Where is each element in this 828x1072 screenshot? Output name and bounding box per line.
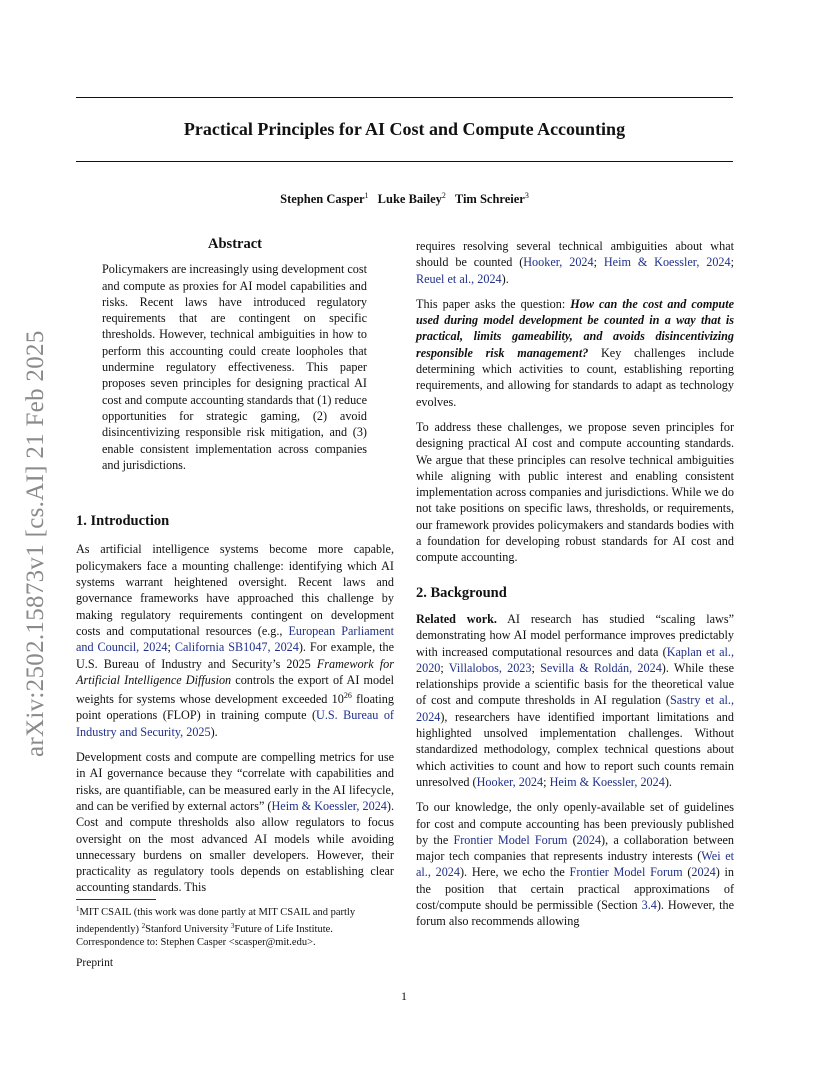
paragraph: This paper asks the question: How can the cost and compute used during model development be counted in a way that is practical, limits gameability, and avoids disincentivizing responsible risk management? Key challenges include determining which activities to count, establishing reporting requirements, and allowing for standards to adapt as technology evolves. [416,296,735,409]
citation-link[interactable]: California SB1047, 2024 [174,640,299,655]
citation-link[interactable]: Hooker, 2024 [476,774,544,789]
preprint-label: Preprint [76,957,114,969]
author-name: Stephen Casper [280,192,365,206]
citation-link[interactable]: Villalobos, 2023 [448,660,532,675]
section-heading-background: 2. Background [416,584,507,601]
citation-link[interactable]: Sevilla & Roldán, 2024 [540,660,662,675]
paragraph: To our knowledge, the only openly-available set of guidelines for cost and compute accounting has been previously published by the Frontier Model Forum (2024), a collaboration between major tech companies that represents industry interests (Wei et al., 2024). Here, we echo the Frontier Model Forum (2024) in the position that certain practical approximations of cost/compute should be permissible (Section 3.4). However, the forum also recommends allowing [416,800,735,929]
research-question: How can the cost and compute used during model development be counted in a way that is practical, limits gameability, and avoids disincentivizing responsible risk management? [416,296,735,360]
citation-link[interactable]: Heim & Koessler, 2024 [549,774,665,789]
left-column [76,236,394,896]
arxiv-stamp: arXiv:2502.15873v1 [cs.AI] 21 Feb 2025 [22,330,49,757]
top-rule [76,97,733,98]
section-ref-link[interactable]: 3.4 [641,897,657,912]
section-heading-introduction: 1. Introduction [76,513,170,530]
author-name: Luke Bailey [377,192,442,206]
citation-link[interactable]: Frontier Model Forum [569,865,683,880]
citation-link[interactable]: Hooker, 2024 [523,255,594,270]
citation-link[interactable]: Heim & Koessler, 2024 [603,255,731,270]
page-number: 1 [401,989,407,1003]
paragraph: As artificial intelligence systems become more capable, policymakers face a mounting challenge: identifying which AI systems warrant heightened oversight. Recent laws and governance frameworks have approached this challenge by making regulatory requirements contingent on development costs and computational resources (e.g., European Parliament and Council, 2024; California SB1047, 2024). For example, the U.S. Bureau of Industry and Security’s 2025 Framework for Artificial Intelligence Diffusion controls the export of AI model weights for systems whose development exceeded $10^{26}$ floating point operations (FLOP) in training compute (U.S. Bureau of Industry and Security, 2025). [76,542,395,739]
citation-link[interactable]: Kaplan et al., 2020 [416,644,734,675]
abstract-heading: Abstract [208,236,262,252]
footnote: $^1$MIT CSAIL (this work was done partly at MIT CSAIL and partly independently) $^2$Stanford University $^3$Future of Life Institute. Correspondence to: Stephen Casper <scasper@mit.edu>. [76,905,356,948]
citation-link[interactable]: 2024 [691,865,716,880]
citation-link[interactable]: Reuel et al., 2024 [416,271,502,286]
citation-link[interactable]: U.S. Bureau of Industry and Security, 2025 [76,708,394,739]
footnote-rule [76,899,156,900]
right-column [416,238,734,930]
citation-link[interactable]: Sastry et al., 2024 [416,693,734,724]
citation-link[interactable]: Heim & Koessler, 2024 [271,798,387,813]
paragraph: To address these challenges, we propose seven principles for designing practical AI cost and compute accounting standards. We argue that these principles can resolve technical ambiguities while aligning with public interest and enabling consistent implementation across companies and jurisdictions. While we do not take positions on specific laws, thresholds, or requirements, our framework provides policymakers and standards bodies with a foundation for developing robust standards for AI cost and compute accounting. [416,419,734,565]
author-affil-sup: 2 [441,191,446,200]
citation-link[interactable]: European Parliament and Council, 2024 [76,623,394,655]
author-list [76,191,733,207]
citation-link[interactable]: Wei et al., 2024 [416,849,734,880]
citation-link[interactable]: 2024 [576,832,602,847]
citation-link[interactable]: Frontier Model Forum [453,832,568,847]
paragraph: Development costs and compute are compelling metrics for use in AI governance because they “correlate with capabilities and risks, are quantifiable, can be measured early in the AI lifecycle, and can be verified by external actors” (Heim & Koessler, 2024). Cost and compute thresholds also allow regulators to focus oversight on the most advanced AI models while avoiding unnecessary burdens on smaller developers. However, their practicality as regulatory tools depends on establishing clear accounting standards. This [76,750,394,895]
author-affil-sup: 3 [524,191,529,200]
paragraph: requires resolving several technical ambiguities about what should be counted (Hooker, 2024; Heim & Koessler, 2024; Reuel et al., 2024). [416,239,735,286]
abstract-text: Policymakers are increasingly using development cost and compute as proxies for AI model capabilities and risks. Recent laws have introduced regulatory requirements that are contingent on specific thresholds. However, technical ambiguities in how to perform this accounting could create loopholes that undermine regulatory effectiveness. This paper proposes seven principles for designing practical AI cost and compute accounting standards that (1) reduce opportunities for strategic gaming, (2) avoid disincentivizing responsible risk mitigation, and (3) enable consistent implementation across companies and jurisdictions. [102,262,368,472]
author-affil-sup: 1 [364,191,369,200]
paper-title: Practical Principles for AI Cost and Compute Accounting [183,119,626,139]
title-bottom-rule [76,161,733,162]
author-name: Tim Schreier [454,192,525,206]
paragraph: Related work. AI research has studied “scaling laws” demonstrating how AI model performance improves predictably with increased computational resources and data (Kaplan et al., 2020; Villalobos, 2023; Sevilla & Roldán, 2024). While these relationships provide a scientific basis for the theoretical value of cost and compute thresholds in AI regulation (Sastry et al., 2024), researchers have identified important limitations and highlighted unsolved implementation challenges. Without standardized methodology, complex technical questions about which activities to count and how to report such counts remain unresolved (Hooker, 2024; Heim & Koessler, 2024). [416,611,734,789]
